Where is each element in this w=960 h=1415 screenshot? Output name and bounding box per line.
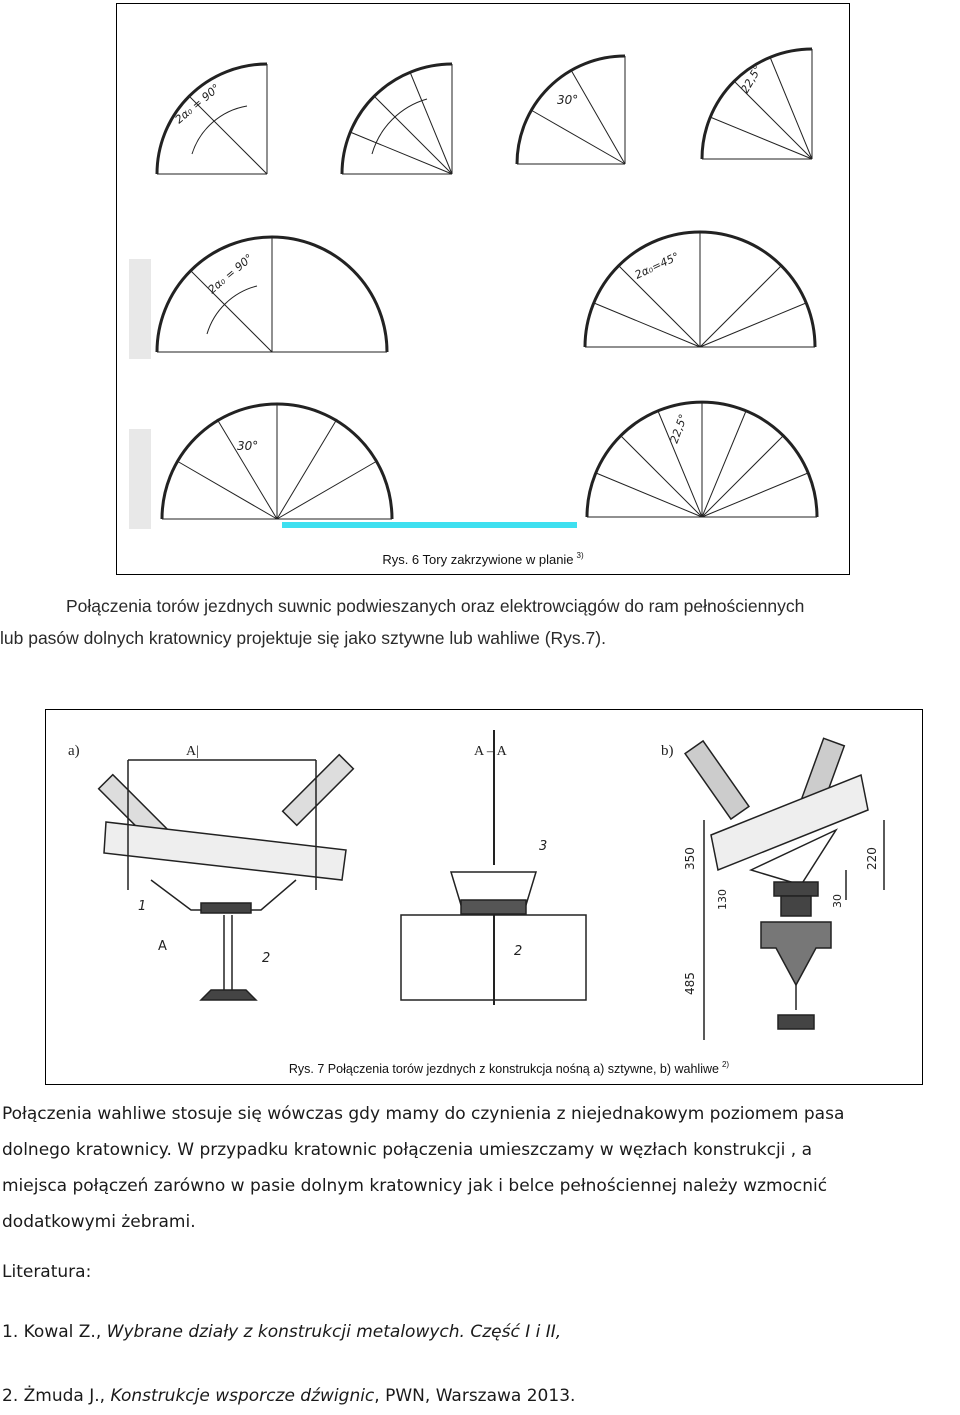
figure-connections — [45, 709, 923, 1085]
paragraph-line: miejsca połączeń zarówno w pasie dolnym kratownicy jak i belce pełnościennej należy wzmocnić — [2, 1176, 828, 1196]
paragraph-line: dodatkowymi żebrami. — [2, 1212, 196, 1232]
connections-drawing — [46, 710, 921, 1055]
paragraph-line: dolnego kratownicy. W przypadku kratownic połączenia umieszczamy w węzłach konstrukcji , a — [2, 1140, 813, 1160]
curved-tracks-drawing — [117, 4, 848, 544]
label-2b: 2 — [514, 944, 523, 959]
label-a: a) — [68, 743, 80, 759]
label-3: 3 — [539, 839, 548, 854]
label-1: 1 — [138, 899, 147, 914]
angle-label: 30° — [557, 93, 579, 107]
section-label: A – A — [474, 744, 507, 759]
literature-heading: Literatura: — [2, 1262, 92, 1282]
label-A-top: A| — [186, 744, 199, 759]
dim-350: 350 — [683, 847, 697, 870]
angle-label: 22,5° — [667, 412, 691, 446]
angle-label: 2α₀=45° — [632, 249, 682, 282]
paragraph-intro — [0, 590, 960, 654]
angle-label: 2α₀ = 90° — [205, 251, 256, 297]
dim-130: 130 — [716, 889, 729, 910]
label-b: b) — [661, 743, 674, 759]
reference-2: 2. Żmuda J., Konstrukcje wsporcze dźwignic, PWN, Warszawa 2013. — [2, 1386, 576, 1406]
angle-label: 22,5° — [738, 63, 765, 96]
figure2-caption: Rys. 7 Połączenia torów jezdnych z konstrukcja nośną a) sztywne, b) wahliwe $^{2)}$ — [288, 1060, 730, 1076]
label-A-bottom: A — [158, 939, 167, 954]
figure-curved-tracks — [116, 3, 850, 575]
reference-1: 1. Kowal Z., Wybrane działy z konstrukcji metalowych. Część I i II, — [2, 1322, 562, 1342]
angle-label: 2α₀ = 90° — [172, 81, 223, 127]
paragraph-line: Połączenia wahliwe stosuje się wówczas gdy mamy do czynienia z niejednakowym poziomem pasa — [2, 1104, 845, 1124]
dim-220: 220 — [865, 847, 879, 870]
dim-30: 30 — [831, 894, 844, 908]
dim-485: 485 — [683, 972, 697, 995]
figure1-caption: Rys. 6 Tory zakrzywione w planie $^{3)}$ — [382, 551, 584, 567]
paragraph-line: Połączenia torów jezdnych suwnic podwieszanych oraz elektrowciągów do ram pełnościennych — [66, 596, 805, 616]
paragraph-line: lub pasów dolnych kratownicy projektuje się jako sztywne lub wahliwe (Rys.7). — [0, 628, 606, 648]
angle-label: 30° — [237, 439, 259, 453]
label-2: 2 — [262, 951, 271, 966]
paragraph-pivoting — [2, 1096, 952, 1240]
